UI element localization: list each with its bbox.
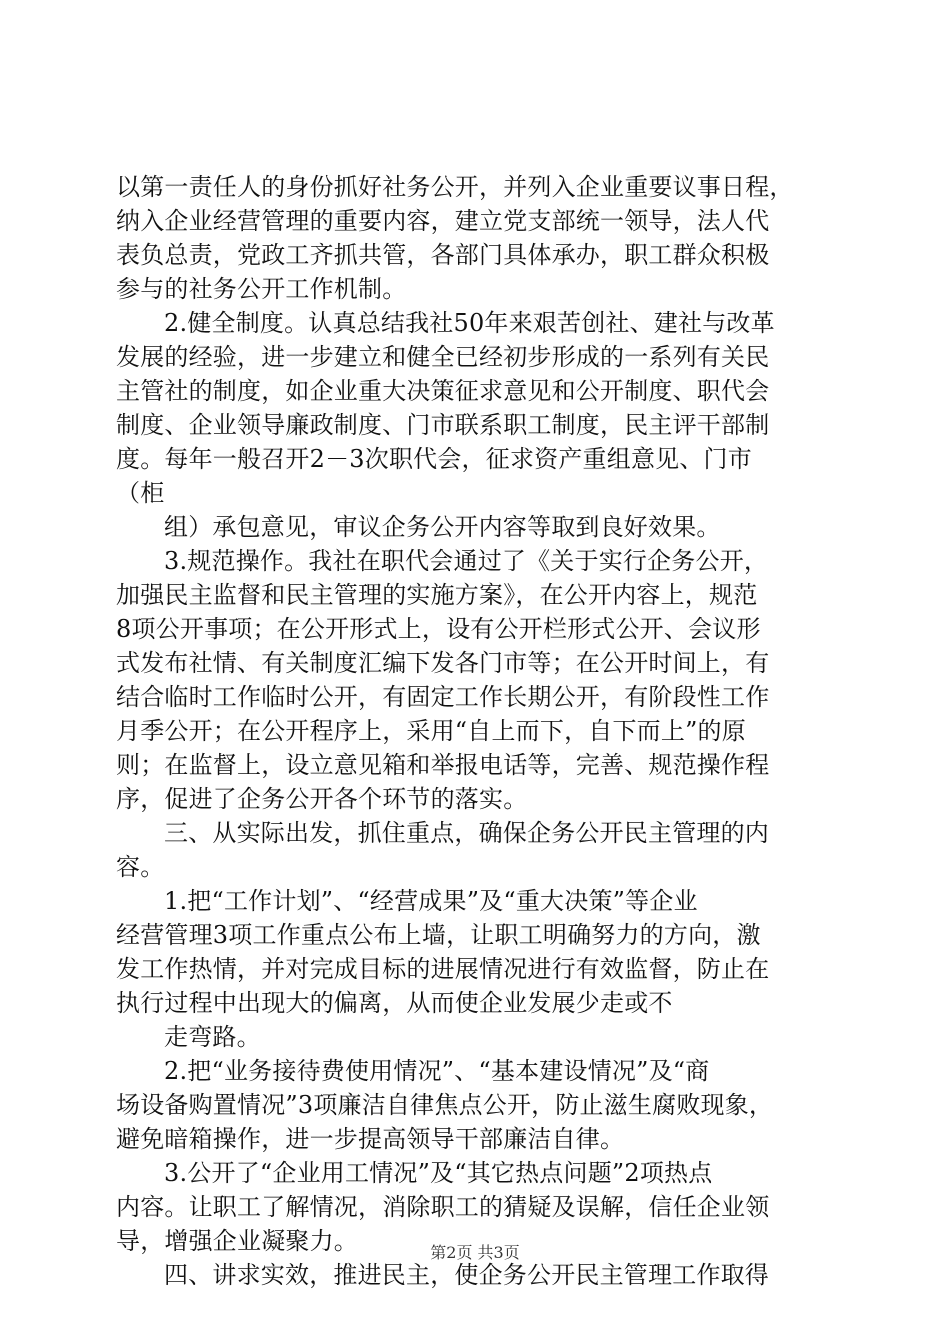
- text-line: 纳入企业经营管理的重要内容，建立党支部统一领导，法人代: [116, 207, 770, 235]
- text-line: 避免暗箱操作，进一步提高领导干部廉洁自律。: [116, 1125, 625, 1153]
- text-line: 参与的社务公开工作机制。: [116, 275, 407, 303]
- text-line: 月季公开；在公开程序上，采用“自上而下，自下而上”的原: [116, 717, 746, 745]
- text-line: 主管社的制度，如企业重大决策征求意见和公开制度、职代会: [116, 377, 770, 405]
- page-footer: 第2页 共3页: [430, 1243, 520, 1262]
- text-line: 走弯路。: [164, 1023, 261, 1051]
- text-line: 则；在监督上，设立意见箱和举报电话等，完善、规范操作程: [116, 751, 770, 779]
- text-line: 加强民主监督和民主管理的实施方案》，在公开内容上，规范: [116, 581, 758, 609]
- text-line: 制度、企业领导廉政制度、门市联系职工制度，民主评干部制: [116, 411, 770, 439]
- text-line: 式发布社情、有关制度汇编下发各门市等；在公开时间上，有: [116, 649, 770, 677]
- text-line: 度。每年一般召开2－3次职代会，征求资产重组意见、门市: [116, 445, 752, 473]
- text-line: 1.把“工作计划”、“经营成果”及“重大决策”等企业: [164, 887, 698, 915]
- text-line: 2.把“业务接待费使用情况”、“基本建设情况”及“商: [164, 1057, 710, 1085]
- text-line: 发工作热情，并对完成目标的进展情况进行有效监督，防止在: [116, 955, 770, 983]
- text-line: 经营管理3项工作重点公布上墙，让职工明确努力的方向，激: [116, 921, 761, 949]
- text-line: 四、讲求实效，推进民主，使企务公开民主管理工作取得: [164, 1261, 769, 1289]
- text-line: 三、从实际出发，抓住重点，确保企务公开民主管理的内: [164, 819, 769, 847]
- text-line: 场设备购置情况”3项廉洁自律焦点公开，防止滋生腐败现象，: [116, 1091, 774, 1119]
- text-line: 发展的经验，进一步建立和健全已经初步形成的一系列有关民: [116, 343, 770, 371]
- text-line: 导，增强企业凝聚力。: [116, 1227, 358, 1255]
- text-line: 内容。让职工了解情况，消除职工的猜疑及误解，信任企业领: [116, 1193, 770, 1221]
- text-line: 8项公开事项；在公开形式上，设有公开栏形式公开、会议形: [116, 615, 761, 643]
- text-line: 以第一责任人的身份抓好社务公开，并列入企业重要议事日程，: [116, 173, 794, 201]
- text-line: 执行过程中出现大的偏离，从而使企业发展少走或不: [116, 989, 673, 1017]
- text-line: 序，促进了企务公开各个环节的落实。: [116, 785, 528, 813]
- text-line: 2.健全制度。认真总结我社50年来艰苦创社、建社与改革: [164, 309, 775, 337]
- text-line: 3.规范操作。我社在职代会通过了《关于实行企务公开，: [164, 547, 769, 575]
- text-line: （柜: [116, 479, 165, 507]
- text-line: 表负总责，党政工齐抓共管，各部门具体承办，职工群众积极: [116, 241, 770, 269]
- text-line: 容。: [116, 853, 165, 881]
- text-line: 组）承包意见，审议企务公开内容等取到良好效果。: [164, 513, 721, 541]
- document-body: [116, 170, 832, 1292]
- text-line: 3.公开了“企业用工情况”及“其它热点问题”2项热点: [164, 1159, 713, 1187]
- text-line: 结合临时工作临时公开，有固定工作长期公开，有阶段性工作: [116, 683, 770, 711]
